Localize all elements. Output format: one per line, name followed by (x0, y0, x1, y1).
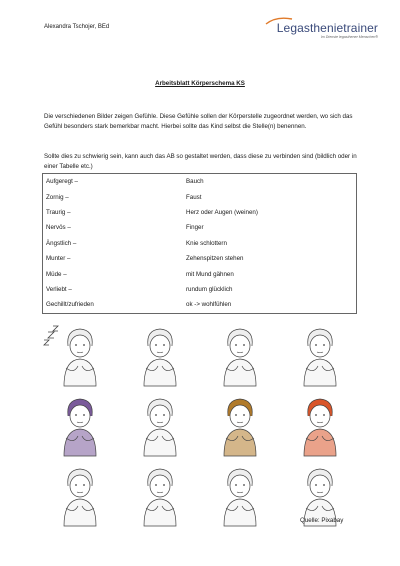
nervous-child-figure (224, 329, 256, 386)
emotion-figures (40, 322, 360, 532)
alternative-paragraph: Sollte dies zu schwierig sein, kann auch das AB so gestaltet werden, dass diese zu verbinden sind (bildlich oder in einer Tabelle etc.) (44, 153, 357, 170)
logo-tagline: Im Dienste legasthener Menschen® (320, 35, 378, 39)
confused-boy-figure (224, 399, 256, 456)
body-part-cell: Faust (183, 189, 357, 204)
body-part-cell: Zehenspitzen stehen (183, 251, 357, 266)
body-part-cell: Knie schlottern (183, 236, 357, 251)
sick-girl-figure (64, 399, 96, 456)
author-name: Alexandra Tschojer, BEd (44, 24, 110, 30)
sleepy-child-figure (64, 329, 96, 386)
body-part-cell: rundum glücklich (183, 282, 357, 297)
table-row (43, 266, 357, 281)
feeling-cell: Nervös – (43, 220, 184, 235)
angry-girl-figure (304, 329, 336, 386)
emotion-figures-drawing (40, 322, 360, 532)
body-part-cell: mit Mund gähnen (183, 266, 357, 281)
table-row (43, 251, 357, 266)
scared-child-figure (64, 469, 96, 526)
table-row (43, 297, 357, 313)
feeling-cell: Gechillt/zufrieden (43, 297, 184, 313)
feelings-table (42, 173, 357, 314)
feeling-cell: Traurig – (43, 205, 184, 220)
feeling-cell: Aufgeregt – (43, 174, 184, 190)
logo-name: Legasthenietrainer (276, 21, 378, 35)
table-row (43, 220, 357, 235)
logo-swoosh-icon (264, 16, 294, 26)
worksheet-title: Arbeitsblatt Körperschema KS (155, 80, 245, 87)
body-part-cell: Finger (183, 220, 357, 235)
feeling-cell: Müde – (43, 266, 184, 281)
body-part-cell: Bauch (183, 174, 357, 190)
table-row (43, 236, 357, 251)
shy-child-figure (144, 469, 176, 526)
redhead-girl-figure (304, 399, 336, 456)
table-row (43, 205, 357, 220)
feeling-cell: Zornig – (43, 189, 184, 204)
logo (258, 22, 378, 39)
sad-girl-figure (144, 329, 176, 386)
sleep-z-icon (44, 340, 49, 345)
body-part-cell: ok -> wohlfühlen (183, 297, 357, 313)
sleep-z-icon (48, 332, 54, 338)
table-row (43, 174, 357, 190)
sleep-z-icon (53, 326, 58, 331)
feeling-cell: Munter – (43, 251, 184, 266)
cheering-girl-figure (224, 469, 256, 526)
table-row (43, 282, 357, 297)
feeling-cell: Ängstlich – (43, 236, 184, 251)
body-part-cell: Herz oder Augen (weinen) (183, 205, 357, 220)
feeling-cell: Verliebt – (43, 282, 184, 297)
image-source: Quelle: Pixabay (300, 517, 344, 524)
instruction-paragraph: Die verschiedenen Bilder zeigen Gefühle. Diese Gefühle sollen der Körperstelle zugeordnet werden, wo sich das Gefühl besonders stark bemerkbar macht. Hierbei sollte das Kind selbst die Stelle(n) benennen. (44, 113, 353, 130)
table-row (43, 189, 357, 204)
worried-boy-figure (144, 399, 176, 456)
